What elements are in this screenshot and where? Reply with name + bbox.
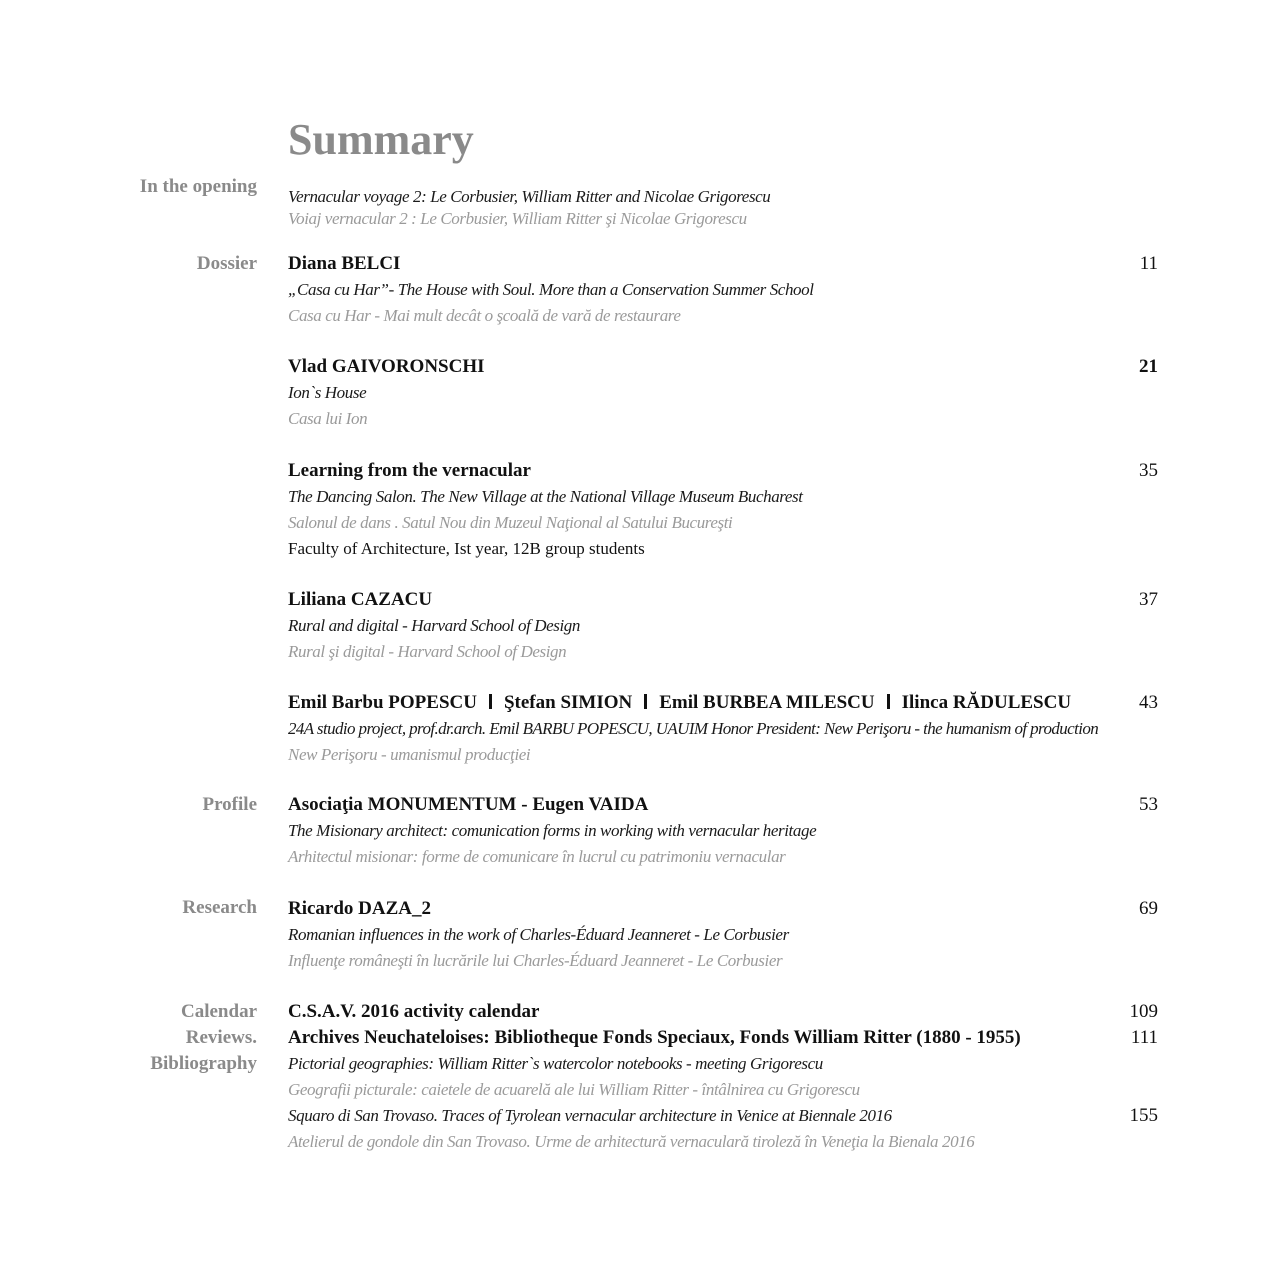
entry-author: Vlad GAIVORONSCHI	[288, 356, 485, 377]
entry-title: C.S.A.V. 2016 activity calendar	[288, 1001, 540, 1022]
toc-entry	[288, 251, 1158, 329]
entry-author: Ilinca RĂDULESCU	[901, 692, 1072, 713]
page-number: 21	[1139, 356, 1158, 377]
entry-title-en: „Casa cu Har”- The House with Soul. More than a Conservation Summer School	[288, 280, 814, 299]
entry-author: Ştefan SIMION	[503, 692, 633, 713]
section-label-research: Research	[182, 897, 257, 918]
entry-title-en: 24A studio project, prof.dr.arch. Emil BARBU POPESCU, UAUIM Honor President: New Perişoru - the humanism of production	[288, 719, 1099, 738]
entry-title-en: Pictorial geographies: William Ritter`s watercolor notebooks - meeting Grigorescu	[288, 1054, 823, 1073]
section-label-dossier: Dossier	[196, 253, 257, 274]
page-number: 37	[1139, 589, 1158, 610]
entry-title-ro: Influenţe româneşti în lucrările lui Charles-Éduard Jeanneret - Le Corbusier	[288, 951, 783, 970]
page-number: 109	[1129, 1001, 1158, 1022]
toc-entry	[288, 587, 1158, 665]
separator	[644, 694, 647, 709]
page-number: 11	[1139, 253, 1158, 274]
page-number: 53	[1139, 794, 1158, 815]
entry-author: Diana BELCI	[288, 253, 401, 274]
entry-author: Asociaţia MONUMENTUM - Eugen VAIDA	[288, 794, 649, 815]
toc-entry	[288, 354, 1158, 432]
section-label-bibliography: Bibliography	[150, 1053, 257, 1074]
entry-title-ro: Arhitectul misionar: forme de comunicare în lucrul cu patrimoniu vernacular	[288, 847, 786, 866]
entry-title: Archives Neuchateloises: Bibliotheque Fonds Speciaux, Fonds William Ritter (1880 - 1955)	[288, 1027, 1021, 1048]
entry-title-en: Rural and digital - Harvard School of Design	[288, 616, 581, 635]
page-number: 155	[1129, 1105, 1158, 1126]
entry-title-ro: Geografii picturale: caietele de acuarelă ale lui William Ritter - întâlnirea cu Grigorescu	[288, 1080, 860, 1099]
toc-entry	[288, 690, 1158, 768]
separator	[489, 694, 492, 709]
entry-title-ro: Salonul de dans . Satul Nou din Muzeul Naţional al Satului Bucureşti	[288, 513, 733, 532]
section-label-reviews: Reviews.	[185, 1027, 257, 1048]
entry-note: Faculty of Architecture, Ist year, 12B group students	[288, 539, 645, 558]
entry-author: Learning from the vernacular	[288, 460, 531, 481]
entry-author: Ricardo DAZA_2	[288, 898, 432, 919]
entry-title-en: Vernacular voyage 2: Le Corbusier, William Ritter and Nicolae Grigorescu	[288, 187, 771, 206]
entry-title-ro: Atelierul de gondole din San Trovaso. Urme de arhitectură vernaculară tiroleză în Veneţia la Bienala 2016	[288, 1132, 975, 1151]
section-label-calendar: Calendar	[181, 1001, 257, 1022]
opening-entry	[288, 184, 1158, 232]
entry-title-ro: Rural şi digital - Harvard School of Design	[288, 642, 567, 661]
page-title: Summary	[288, 115, 474, 164]
toc-entry	[288, 999, 1158, 1155]
page-number: 69	[1139, 898, 1158, 919]
section-label-profile: Profile	[202, 794, 257, 815]
toc-entry	[288, 792, 1158, 870]
toc-entry	[288, 458, 1158, 562]
entry-title-en: Squaro di San Trovaso. Traces of Tyrolean vernacular architecture in Venice at Biennale 2016	[288, 1106, 892, 1125]
entry-title-en: The Dancing Salon. The New Village at the National Village Museum Bucharest	[288, 487, 803, 506]
separator	[887, 694, 890, 709]
entry-title-ro: Casa lui Ion	[288, 409, 368, 428]
entry-author: Emil Barbu POPESCU	[288, 692, 477, 713]
entry-title-en: Ion`s House	[288, 383, 367, 402]
entry-author: Emil BURBEA MILESCU	[659, 692, 875, 713]
toc-entry	[288, 896, 1158, 974]
page-number: 111	[1130, 1027, 1158, 1048]
entry-title-ro: Voiaj vernacular 2 : Le Corbusier, William Ritter şi Nicolae Grigorescu	[288, 209, 747, 228]
section-label-opening: In the opening	[139, 176, 257, 197]
entry-title-ro: New Perişoru - umanismul producţiei	[288, 745, 531, 764]
entry-author: Liliana CAZACU	[288, 589, 433, 610]
page-number: 35	[1139, 460, 1158, 481]
entry-title-en: The Misionary architect: comunication forms in working with vernacular heritage	[288, 821, 817, 840]
entry-title-ro: Casa cu Har - Mai mult decât o şcoală de vară de restaurare	[288, 306, 681, 325]
entry-title-en: Romanian influences in the work of Charles-Éduard Jeanneret - Le Corbusier	[288, 925, 789, 944]
page-number: 43	[1139, 692, 1158, 713]
